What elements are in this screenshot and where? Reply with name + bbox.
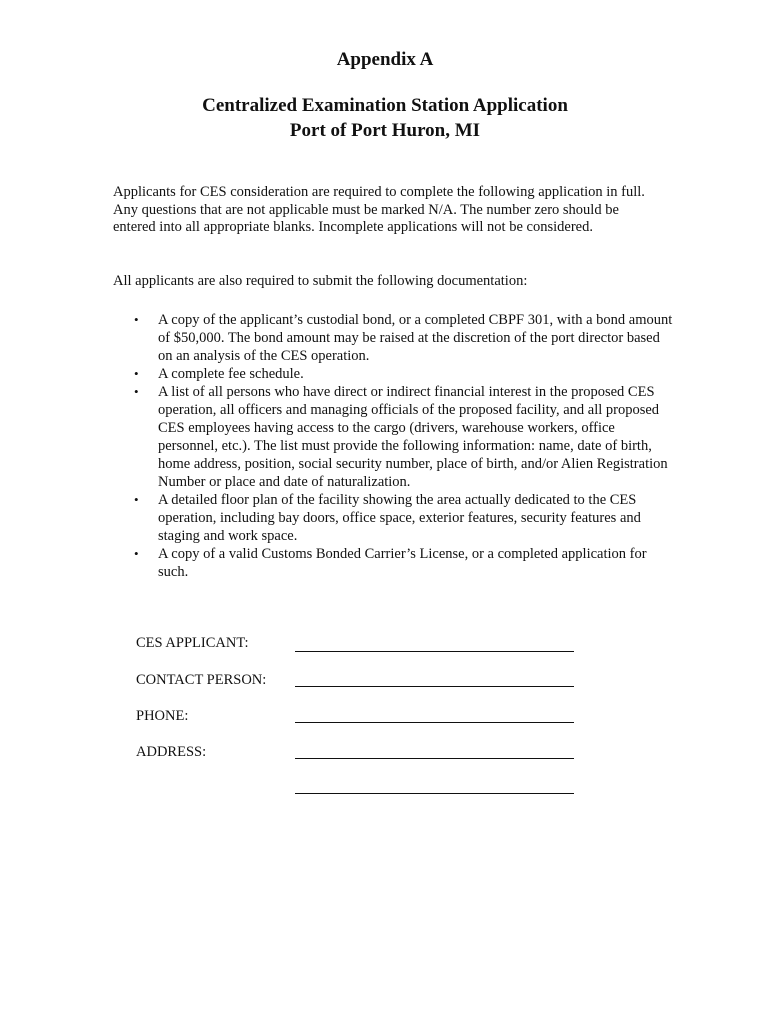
address-field-line-2[interactable] (295, 793, 574, 794)
documentation-lead: All applicants are also required to submit the following documentation: (113, 273, 528, 289)
list-item (113, 545, 673, 581)
bullet-icon: • (134, 312, 139, 327)
list-item-text: A complete fee schedule. (158, 366, 304, 382)
page-title: Appendix A (336, 49, 434, 70)
contact-person-field[interactable] (295, 686, 574, 687)
list-item-text: A copy of the applicant’s custodial bond, or a completed CBPF 301, with a bond amount of $50,000. The bond amount may be raised at the discretion of the port director based on an analysis of the CES operation. (158, 312, 673, 364)
phone-label: PHONE: (136, 708, 189, 724)
bullet-icon: • (134, 384, 139, 399)
bullet-icon: • (134, 492, 139, 507)
list-item-text: A list of all persons who have direct or indirect financial interest in the proposed CES operation, all officers and managing officials of the proposed facility, and all proposed CES employees having access to the cargo (drivers, warehouse workers, office personnel, etc.). The list must provide the following information: name, date of birth, home address, position, social security number, place of birth, and/or Alien Registration Number or place and date of naturalization. (158, 384, 668, 490)
phone-field[interactable] (295, 722, 574, 723)
contact-person-label: CONTACT PERSON: (136, 672, 267, 688)
address-label: ADDRESS: (136, 744, 207, 760)
address-field-line-1[interactable] (295, 758, 574, 759)
documentation-list (113, 311, 673, 581)
list-item (113, 311, 673, 365)
ces-applicant-field[interactable] (295, 651, 574, 652)
list-item-text: A detailed floor plan of the facility showing the area actually dedicated to the CES operation, including bay doors, office space, exterior features, security features and staging and work space. (158, 492, 641, 544)
list-item (113, 383, 673, 491)
ces-applicant-label: CES APPLICANT: (136, 635, 249, 651)
intro-paragraph: Applicants for CES consideration are required to complete the following application in full. Any questions that are not applicable must be marked N/A. The number zero should be entered into all appropriate blanks. Incomplete applications will not be considered. (113, 184, 645, 236)
bullet-icon: • (134, 366, 139, 381)
port-name-subtitle: Port of Port Huron, MI (289, 120, 481, 141)
bullet-icon: • (134, 546, 139, 561)
list-item-text: A copy of a valid Customs Bonded Carrier’s License, or a completed application for such. (158, 546, 647, 580)
list-item (113, 365, 673, 383)
list-item (113, 491, 673, 545)
document-subtitle: Centralized Examination Station Application (202, 95, 568, 116)
